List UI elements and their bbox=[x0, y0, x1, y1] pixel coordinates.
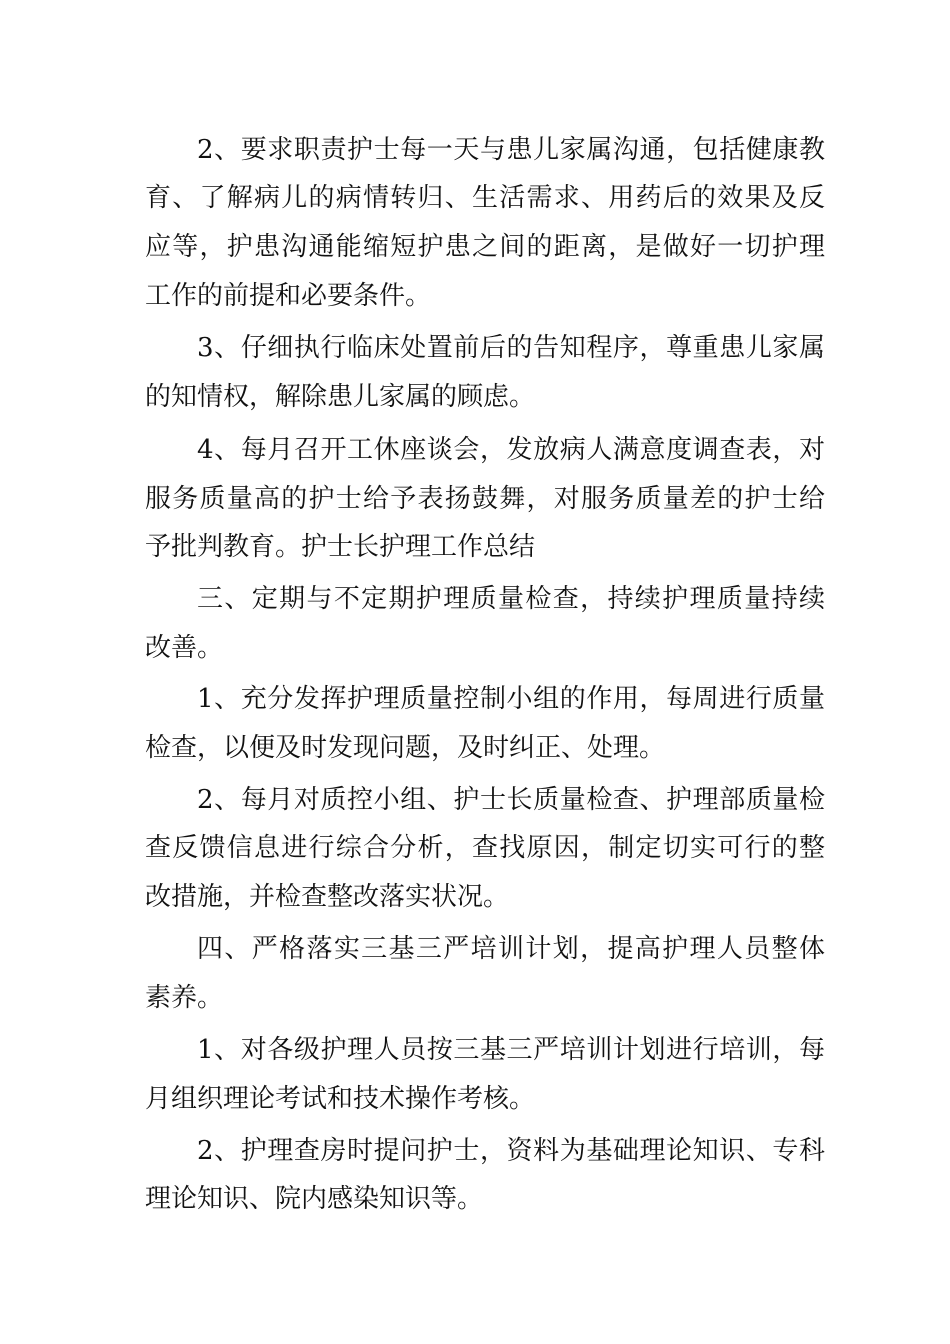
paragraph-line: 3、仔细执行临床处置前后的告知程序，尊重患儿家属 bbox=[197, 333, 825, 363]
paragraph-line: 育、了解病儿的病情转归、生活需求、用药后的效果及反 bbox=[145, 183, 825, 213]
section-heading: 三、定期与不定期护理质量检查，持续护理质量持续 bbox=[197, 584, 825, 614]
paragraph-line: 查反馈信息进行综合分析，查找原因，制定切实可行的整 bbox=[145, 833, 825, 863]
paragraph-line: 1、对各级护理人员按三基三严培训计划进行培训，每 bbox=[197, 1035, 825, 1065]
paragraph-line: 检查，以便及时发现问题，及时纠正、处理。 bbox=[145, 733, 666, 763]
paragraph-line: 2、要求职责护士每一天与患儿家属沟通，包括健康教 bbox=[197, 135, 825, 165]
paragraph-line: 1、充分发挥护理质量控制小组的作用，每周进行质量 bbox=[197, 684, 825, 714]
section-heading: 改善。 bbox=[145, 633, 224, 663]
paragraph-line: 4、每月召开工休座谈会，发放病人满意度调查表，对 bbox=[197, 435, 825, 465]
paragraph-line: 的知情权，解除患儿家属的顾虑。 bbox=[145, 382, 536, 412]
paragraph-line: 2、每月对质控小组、护士长质量检查、护理部质量检 bbox=[197, 785, 825, 815]
paragraph-line: 改措施，并检查整改落实状况。 bbox=[145, 882, 510, 912]
paragraph-line: 月组织理论考试和技术操作考核。 bbox=[145, 1084, 536, 1114]
paragraph-line: 予批判教育。护士长护理工作总结 bbox=[145, 532, 536, 562]
paragraph-line: 服务质量高的护士给予表扬鼓舞，对服务质量差的护士给 bbox=[145, 484, 825, 514]
paragraph-line: 理论知识、院内感染知识等。 bbox=[145, 1184, 484, 1214]
paragraph-line: 2、护理查房时提问护士，资料为基础理论知识、专科 bbox=[197, 1136, 825, 1166]
section-heading: 素养。 bbox=[145, 983, 224, 1013]
paragraph-line: 工作的前提和必要条件。 bbox=[145, 281, 432, 311]
paragraph-line: 应等，护患沟通能缩短护患之间的距离，是做好一切护理 bbox=[145, 232, 825, 262]
section-heading: 四、严格落实三基三严培训计划，提高护理人员整体 bbox=[197, 934, 825, 964]
